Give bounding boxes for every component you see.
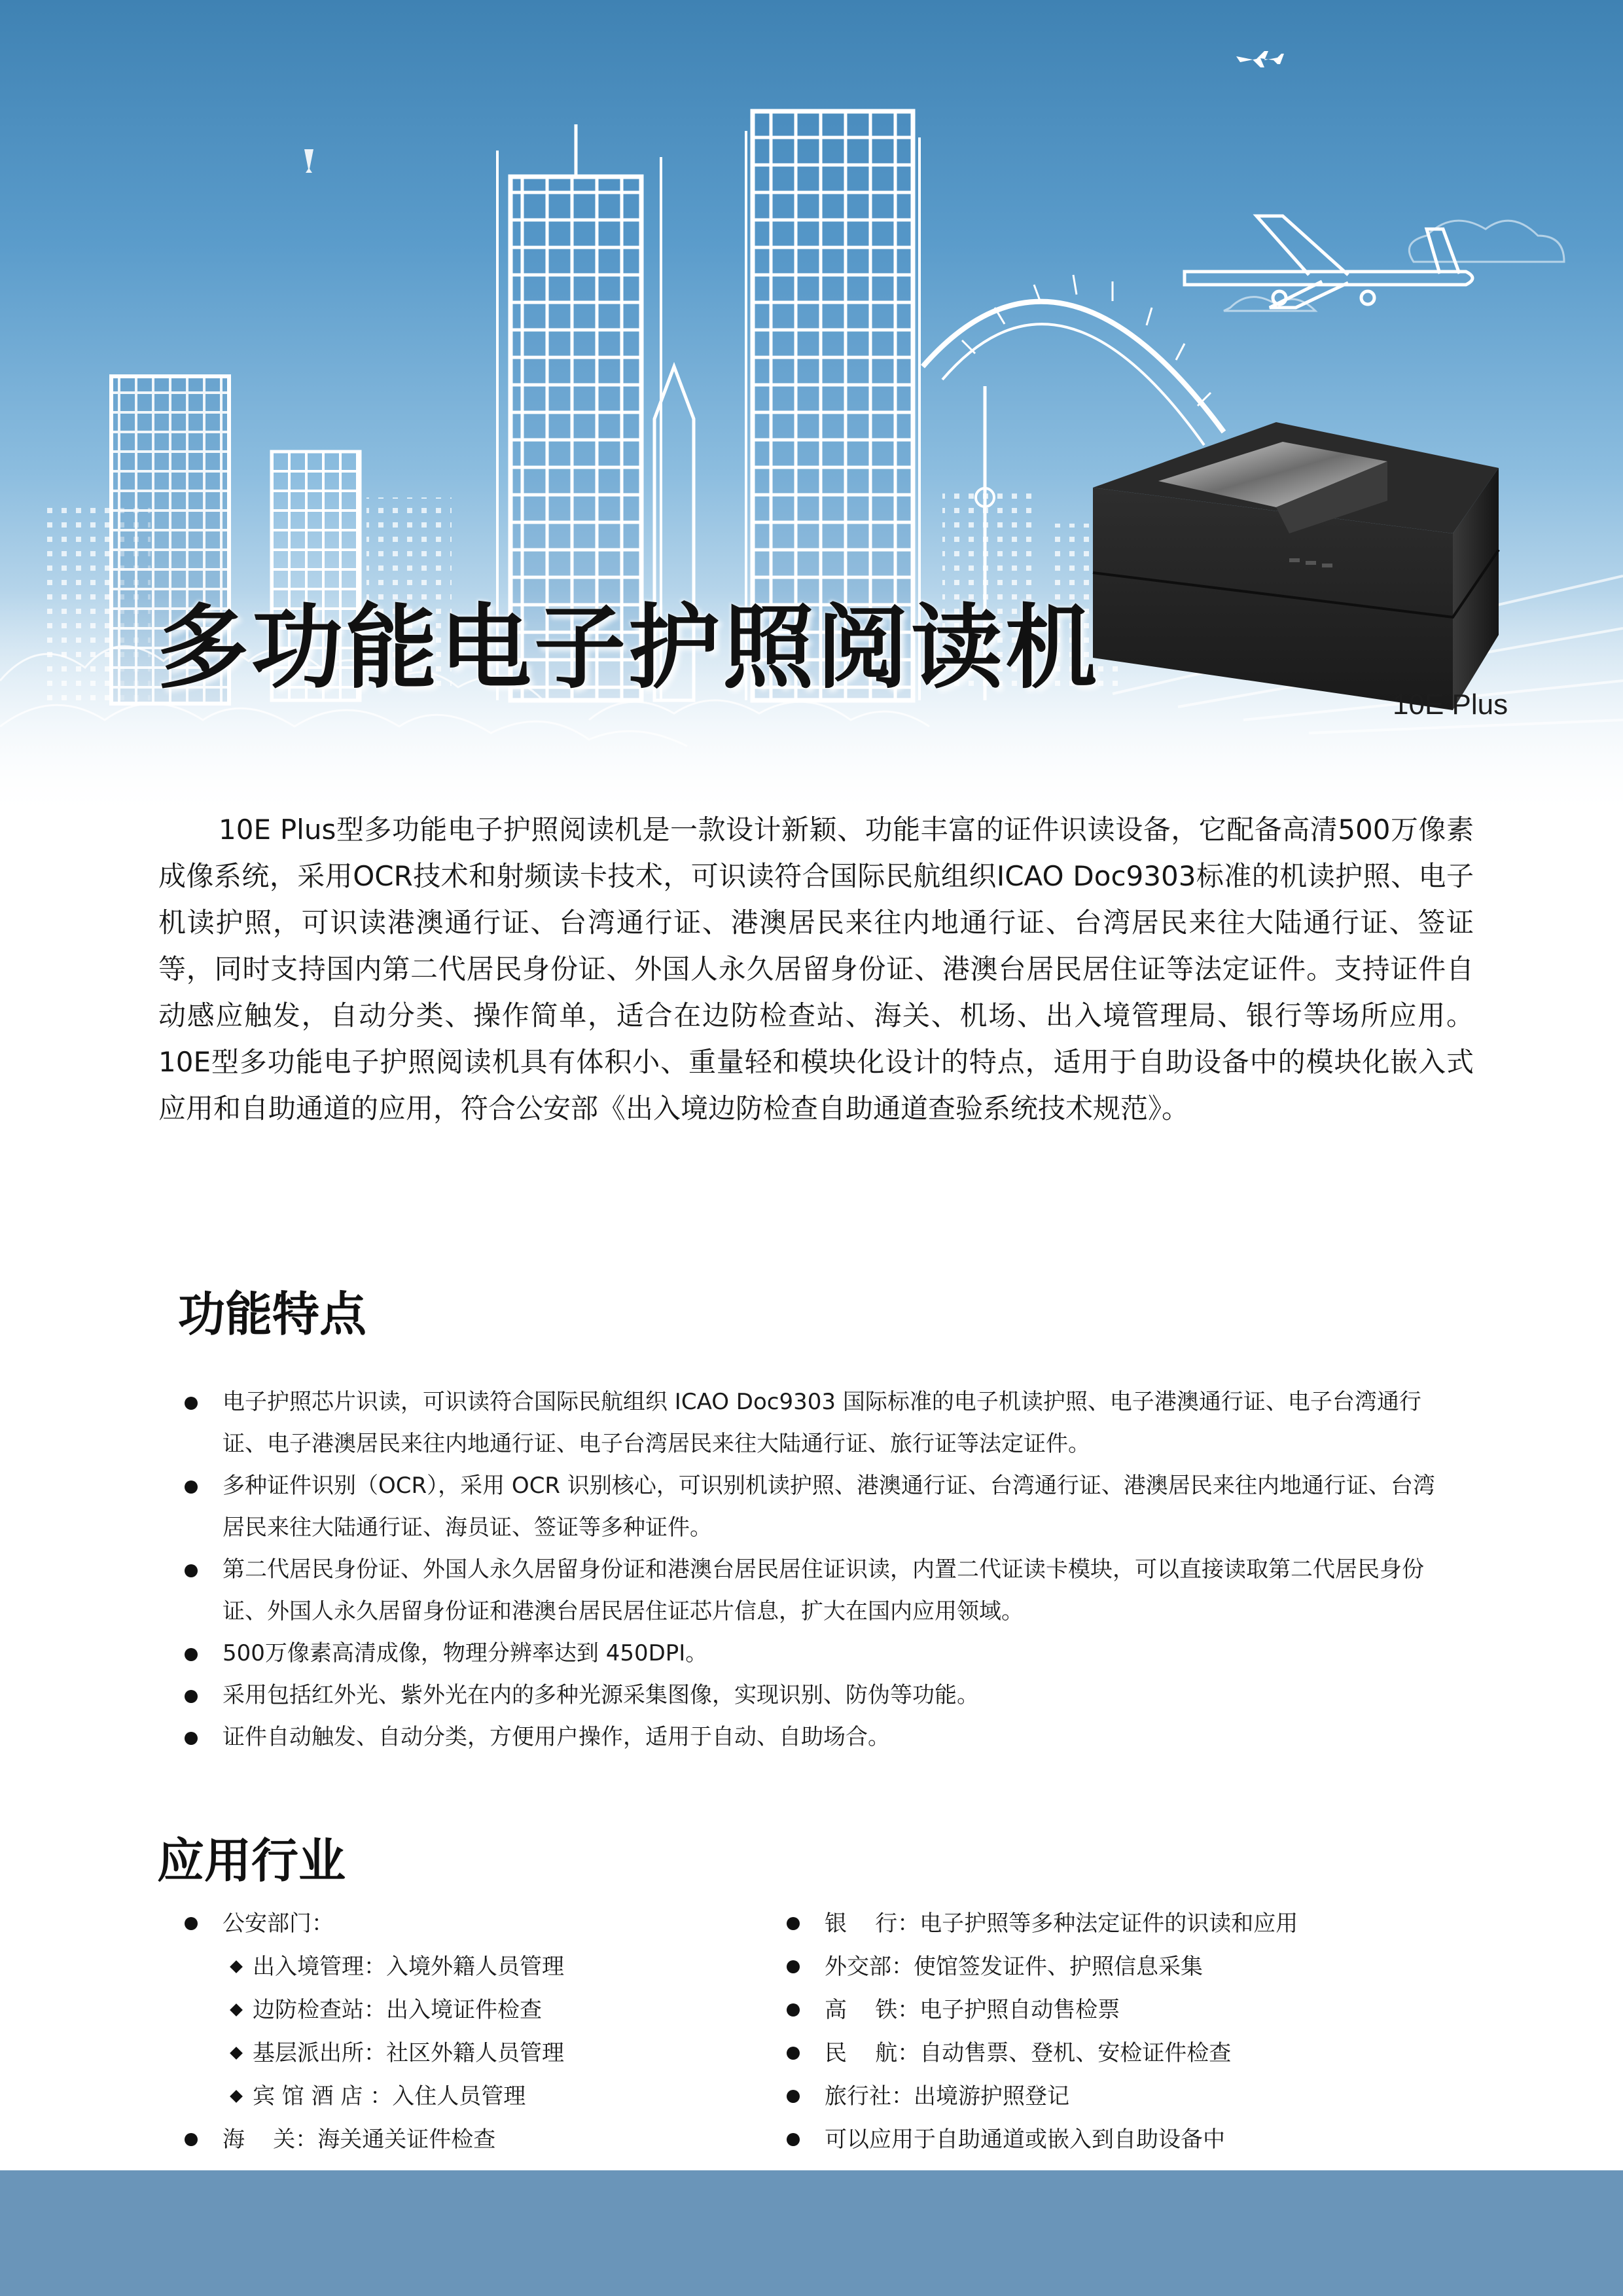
industries-left-column [185,1902,774,2161]
industry-text: 可以应用于自助通道或嵌入到自助设备中 [825,2126,1225,2153]
list-item [185,1902,774,1945]
list-item [787,2118,1474,2161]
list-item [229,2032,774,2075]
feature-text: 证件自动触发、自动分类，方便用户操作，适用于自动、自助场合。 [223,1724,890,1750]
bullet-icon [185,1564,198,1577]
industries-heading: 应用行业 [157,1833,346,1888]
bullet-icon [787,1917,800,1930]
list-item [787,1945,1474,1988]
feature-text: 采用包括红外光、紫外光在内的多种光源采集图像，实现识别、防伪等功能。 [223,1682,979,1708]
features-list [185,1381,1454,1758]
police-sub-group [185,1945,774,2118]
page-title: 多功能电子护照阅读机 [157,595,1100,702]
list-item [185,2118,774,2161]
diamond-bullet-icon [230,2003,243,2017]
diamond-bullet-icon [230,2090,243,2103]
industry-customs: 海 关：海关通关证件检查 [223,2126,496,2153]
feature-text: 第二代居民身份证、外国人永久居留身份证和港澳台居民居住证识读，内置二代证读卡模块，可以直接读取第二代居民身份证、外国人永久居留身份证和港澳台居民居住证芯片信息，扩大在国内应用领域。 [223,1556,1424,1624]
sub-item-text: 基层派出所：社区外籍人员管理 [253,2040,564,2066]
list-item [185,1381,1454,1465]
sub-item-text: 边防检查站：出入境证件检查 [253,1997,542,2023]
model-label: 10E Plus [1393,689,1508,721]
industry-text: 旅行社：出境游护照登记 [825,2083,1069,2109]
sub-item-text: 宾 馆 酒 店 ：入住人员管理 [253,2083,526,2109]
bullet-icon [185,2133,198,2146]
list-item [185,1674,1454,1716]
feature-text: 多种证件识别（OCR），采用 OCR 识别核心，可识别机读护照、港澳通行证、台湾通行证、港澳居民来往内地通行证、台湾居民来往大陆通行证、海员证、签证等多种证件。 [223,1473,1435,1541]
sub-item-text: 出入境管理：入境外籍人员管理 [253,1954,564,1980]
bullet-icon [185,1648,198,1661]
features-heading: 功能特点 [178,1287,367,1342]
bullet-icon [185,1732,198,1745]
bullet-icon [787,2090,800,2103]
list-item [787,2032,1474,2075]
hero-banner [0,0,1623,815]
bullet-icon [787,2003,800,2017]
intro-paragraph: 10E Plus型多功能电子护照阅读机是一款设计新颖、功能丰富的证件识读设备，它配备高清500万像素成像系统，采用OCR技术和射频读卡技术，可识读符合国际民航组织ICAO Doc9303标准的机读护照、电子机读护照，可识读港澳通行证、台湾通行证、港澳居民来往内地通行证、台湾居民来往大陆通行证、签证等，同时支持国内第二代居民身份证、外国人永久居留身份证、港澳台居民居住证等法定证件。支持证件自动感应触发，自动分类、操作简单，适合在边防检查站、海关、机场、出入境管理局、银行等场所应用。10E型多功能电子护照阅读机具有体积小、重量轻和模块化设计的特点，适用于自助设备中的模块化嵌入式应用和自助通道的应用，符合公安部《出入境边防检查自助通道查验系统技术规范》。 [158,814,1474,1124]
list-item [787,1902,1474,1945]
industry-police: 公安部门： [223,1910,334,1937]
industry-text: 高 铁：电子护照自动售检票 [825,1997,1120,2023]
industries-right-column [787,1902,1474,2161]
diamond-bullet-icon [230,1960,243,1973]
bullet-icon [787,1960,800,1973]
list-item [787,2075,1474,2118]
bullet-icon [185,1917,198,1930]
passport-reader-device-image [1086,409,1505,730]
bullet-icon [185,1397,198,1410]
list-item [229,2075,774,2118]
industry-text: 银 行：电子护照等多种法定证件的识读和应用 [825,1910,1298,1937]
footer-band [0,2170,1623,2296]
bullet-icon [787,2047,800,2060]
list-item [185,1549,1454,1632]
industry-text: 民 航：自动售票、登机、安检证件检查 [825,2040,1232,2066]
police-sub-list [229,1945,774,2118]
list-item [185,1632,1454,1674]
list-item [787,1988,1474,2032]
bullet-icon [185,1480,198,1494]
list-item [229,1988,774,2032]
feature-text: 电子护照芯片识读，可识读符合国际民航组织 ICAO Doc9303 国际标准的电子机读护照、电子港澳通行证、电子台湾通行证、电子港澳居民来往内地通行证、电子台湾居民来往大陆通行证、旅行证等法定证件。 [223,1389,1421,1457]
diamond-bullet-icon [230,2047,243,2060]
list-item [185,1465,1454,1549]
list-item [229,1945,774,1988]
feature-text: 500万像素高清成像，物理分辨率达到 450DPI。 [223,1640,708,1666]
list-item [185,1716,1454,1758]
bullet-icon [787,2133,800,2146]
bullet-icon [185,1690,198,1703]
industry-text: 外交部：使馆签发证件、护照信息采集 [825,1954,1203,1980]
